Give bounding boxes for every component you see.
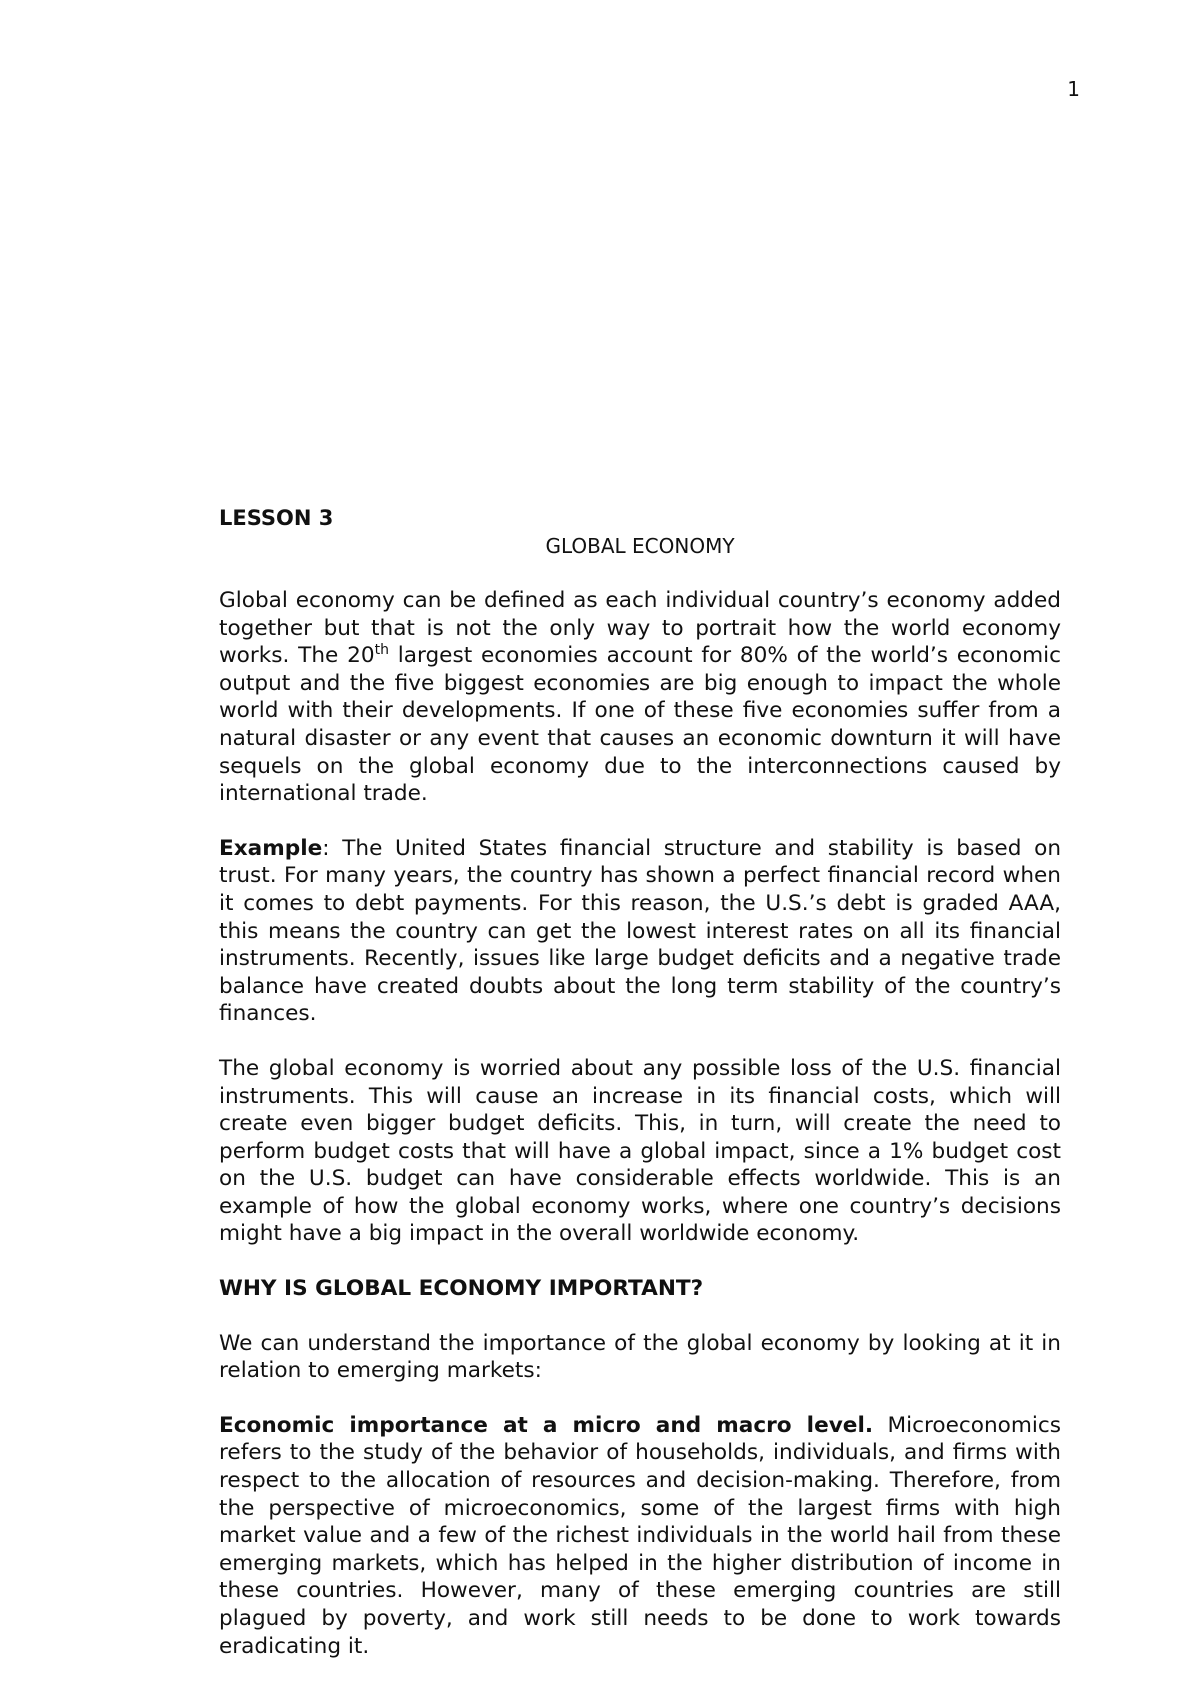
global-economy-paragraph: The global economy is worried about any possible loss of the U.S. financial instruments. This will cause an increase in its financial costs, which will create even bigger budget deficits. This, in turn, will create the need to perform budget costs that will have a global impact, since a 1% budget cost on the U.S. budget can have considerable effects worldwide. This is an example of how the global economy works, where one country’s decisions might have a big impact in the overall worldwide economy. xyxy=(219,1055,1061,1247)
example-paragraph xyxy=(219,835,1061,1028)
section-heading: WHY IS GLOBAL ECONOMY IMPORTANT? xyxy=(219,1276,704,1302)
micro-macro-paragraph xyxy=(219,1412,1061,1660)
lesson-label: LESSON 3 xyxy=(219,506,334,530)
intro-text-start: Global economy can be defined as each individual country’s economy added together but that is not the only way to portrait how the world economy works. The 20 xyxy=(219,588,1061,669)
example-text: : The United States financial structure and stability is based on trust. For many years, the country has shown a perfect financial record when it comes to debt payments. For this reason, the U.S.’s debt is graded AAA, this means the country can get the lowest interest rates on all its financial instruments. Recently, issues like large budget deficits and a negative trade balance have created doubts about the long term stability of the country’s finances. xyxy=(219,835,1061,1027)
importance-paragraph: We can understand the importance of the global economy by looking at it in relation to emerging markets: xyxy=(219,1330,1061,1384)
lesson-title: GLOBAL ECONOMY xyxy=(545,534,735,558)
example-label: Example xyxy=(219,835,323,861)
page-number: 1 xyxy=(1067,77,1080,101)
micro-macro-heading: Economic importance at a micro and macro level. xyxy=(219,1412,874,1438)
document-body xyxy=(219,505,1061,1660)
micro-macro-text: Microeconomics refers to the study of the behavior of households, individuals, and firms with respect to the allocation of resources and decision-making. Therefore, from the perspective of microeconomics, some of the largest firms with high market value and a few of the richest individuals in the world hail from these emerging markets, which has helped in the higher distribution of income in these countries. However, many of these emerging countries are still plagued by poverty, and work still needs to be done to work towards eradicating it. xyxy=(219,1412,1062,1659)
intro-paragraph xyxy=(219,587,1061,808)
intro-text-end: largest economies account for 80% of the world’s economic output and the five biggest economies are big enough to impact the whole world with their developments. If one of these five economies suffer from a natural disaster or any event that causes an economic downturn it will have sequels on the global economy due to the interconnections caused by international trade. xyxy=(219,643,1061,807)
ordinal-superscript: th xyxy=(374,642,389,659)
